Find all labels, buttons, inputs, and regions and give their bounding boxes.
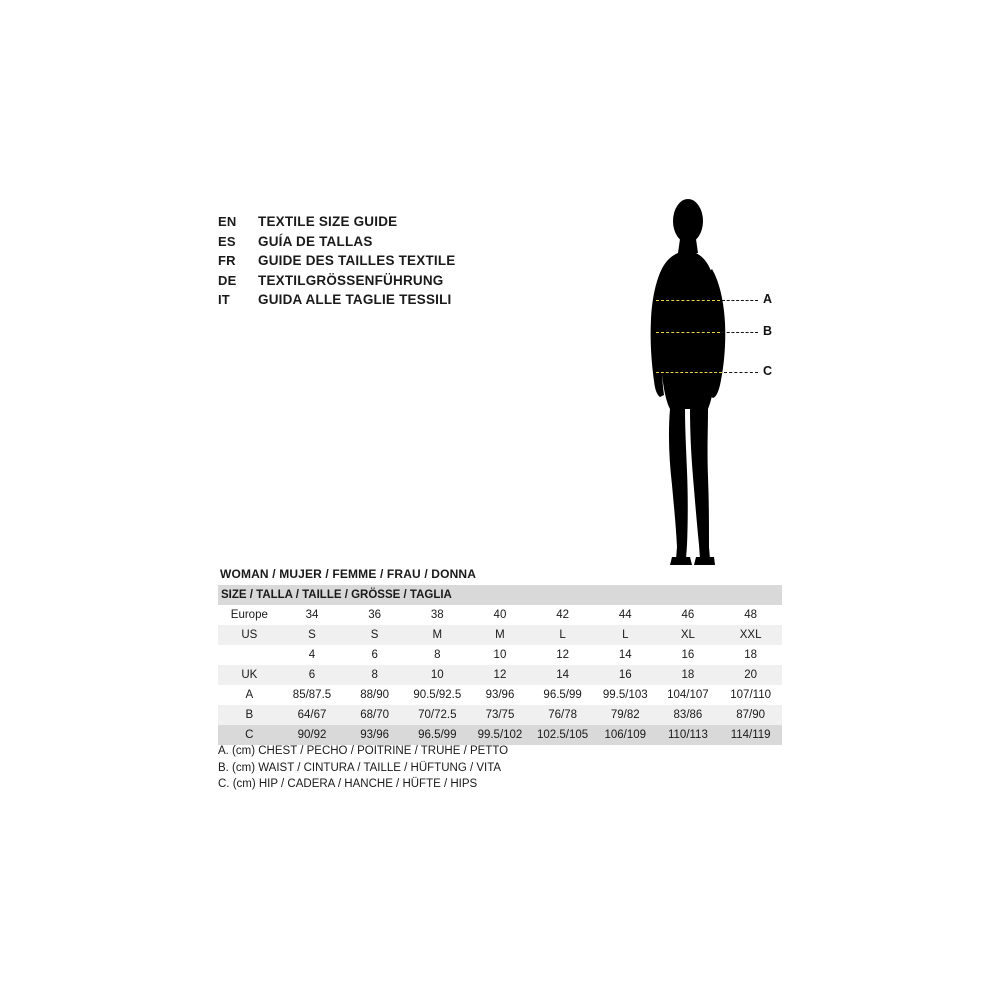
table-cell: XXL [739, 629, 762, 641]
table-cell: 99.5/103 [602, 689, 648, 701]
table-cell: 70/72.5 [418, 709, 457, 721]
table-cell: 6 [308, 669, 316, 681]
table-cell: 16 [618, 669, 632, 681]
legend-item-waist: B. (cm) WAIST / CINTURA / TAILLE / HÜFTUNG / VITA [218, 761, 502, 774]
table-cell: 68/70 [360, 709, 390, 721]
table-cell: 16 [681, 649, 695, 661]
language-row [218, 214, 548, 234]
table-cell: 8 [434, 649, 441, 661]
language-title-block [218, 214, 548, 312]
table-cell: 93/96 [360, 729, 390, 741]
hip-measure-line [656, 372, 722, 373]
table-row [218, 725, 782, 745]
table-row [218, 625, 782, 645]
table-row [218, 585, 782, 605]
table-cell: 48 [744, 609, 758, 621]
table-cell: 104/107 [667, 689, 709, 701]
table-cell: 102.5/105 [537, 729, 589, 741]
row-label: US [241, 629, 258, 641]
table-cell: 14 [618, 649, 632, 661]
table-cell: 14 [556, 669, 569, 681]
row-label: Europe [230, 609, 268, 621]
row-label [218, 645, 281, 665]
language-row [218, 234, 548, 254]
row-label: B [245, 709, 254, 721]
woman-silhouette-icon [630, 195, 810, 580]
measurement-legend [218, 743, 508, 793]
legend-item-hip: C. (cm) HIP / CADERA / HANCHE / HÜFTE / HIPS [218, 778, 478, 790]
table-cell: 18 [681, 669, 695, 681]
language-code: DE [218, 272, 237, 288]
chest-measure-line [656, 300, 720, 301]
table-cell: 93/96 [485, 689, 515, 701]
woman-section-title: WOMAN / MUJER / FEMME / FRAU / DONNA [220, 567, 477, 581]
hip-leader-line [724, 372, 758, 373]
table-cell: 96.5/99 [418, 729, 457, 741]
table-cell: 85/87.5 [292, 689, 332, 701]
language-row [218, 292, 548, 312]
table-cell: 10 [493, 649, 507, 661]
table-cell: 18 [744, 649, 758, 661]
chest-leader-line [722, 300, 758, 301]
table-row [218, 685, 782, 705]
language-title: GUÍA DE TALLAS [258, 233, 373, 249]
table-cell: 40 [493, 609, 507, 621]
table-cell: 99.5/102 [477, 729, 523, 741]
table-cell: 87/90 [736, 709, 766, 721]
table-cell: 107/110 [730, 689, 771, 701]
row-label: C [245, 729, 254, 741]
table-cell: 10 [430, 669, 444, 681]
table-cell: S [308, 629, 316, 641]
language-title: TEXTILGRÖSSENFÜHRUNG [258, 272, 444, 288]
waist-measure-line [656, 332, 720, 333]
size-table-block [218, 565, 782, 745]
table-cell: 8 [371, 669, 378, 681]
table-cell: 4 [308, 649, 316, 661]
figure-illustration [630, 195, 810, 580]
table-cell: L [559, 629, 566, 641]
marker-label-c: C [763, 364, 773, 378]
language-code: FR [218, 253, 236, 268]
marker-label-a: A [763, 292, 773, 306]
table-row [218, 705, 782, 725]
table-cell: S [370, 629, 379, 641]
size-header-cell: SIZE / TALLA / TAILLE / GRÖSSE / TAGLIA [221, 589, 452, 601]
language-code: ES [218, 233, 236, 249]
size-table [218, 585, 782, 745]
language-title: GUIDE DES TAILLES TEXTILE [258, 253, 456, 268]
table-cell: 96.5/99 [543, 689, 582, 701]
table-cell: 12 [556, 649, 569, 661]
table-cell: M [495, 629, 505, 641]
table-cell: 44 [618, 609, 632, 621]
table-cell: 106/109 [604, 729, 647, 741]
row-label: UK [241, 669, 258, 681]
legend-item-chest: A. (cm) CHEST / PECHO / POITRINE / TRUHE / PETTO [218, 745, 509, 757]
table-cell: 79/82 [610, 709, 640, 721]
table-cell: 42 [556, 609, 569, 621]
language-code: IT [218, 292, 230, 307]
table-cell: 73/75 [485, 709, 515, 721]
table-cell: 20 [744, 669, 758, 681]
table-row [218, 645, 782, 665]
marker-label-b: B [763, 324, 773, 338]
table-cell: 90.5/92.5 [413, 689, 462, 701]
language-row [218, 253, 548, 273]
table-cell: 64/67 [297, 709, 327, 721]
table-cell: 34 [305, 609, 319, 621]
table-cell: 36 [368, 609, 382, 621]
language-title: TEXTILE SIZE GUIDE [258, 214, 398, 229]
row-label: A [245, 689, 254, 701]
table-cell: XL [680, 629, 695, 641]
table-cell: 38 [430, 609, 444, 621]
language-row [218, 273, 548, 293]
table-cell: M [432, 629, 443, 641]
table-cell: 110/113 [667, 729, 708, 741]
table-cell: 83/86 [673, 709, 703, 721]
waist-leader-line [722, 332, 758, 333]
language-title: GUIDA ALLE TAGLIE TESSILI [258, 292, 452, 307]
table-cell: 76/78 [548, 709, 577, 721]
table-cell: 90/92 [297, 729, 327, 741]
table-cell: 114/119 [730, 729, 771, 741]
table-cell: 46 [681, 609, 695, 621]
table-cell: 88/90 [360, 689, 390, 701]
table-cell: L [622, 629, 629, 641]
table-row [218, 665, 782, 685]
table-cell: 12 [493, 669, 507, 681]
language-code: EN [218, 214, 237, 229]
table-row [218, 605, 782, 625]
table-cell: 6 [371, 649, 378, 661]
